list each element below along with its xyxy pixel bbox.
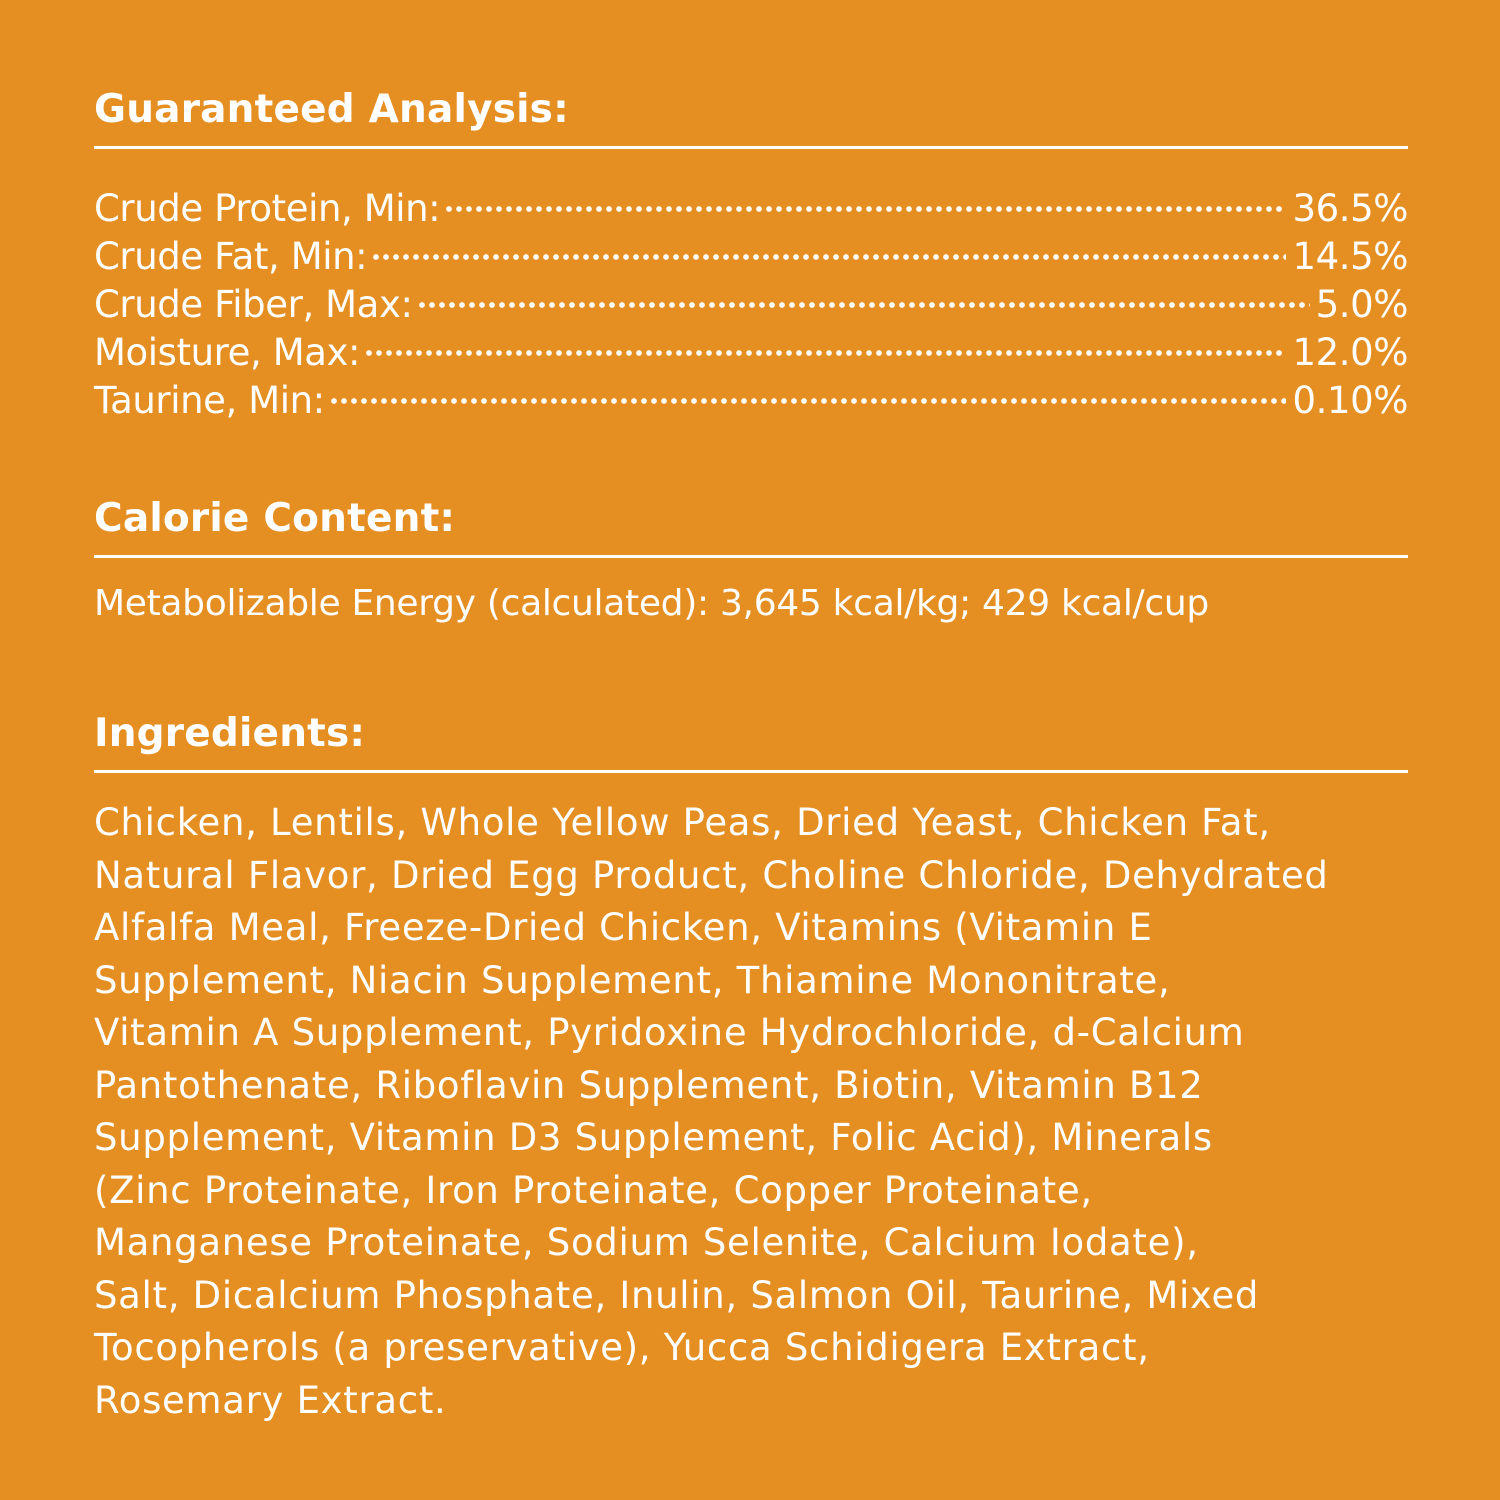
calorie-content-section — [94, 495, 1408, 628]
dot-leader — [373, 221, 1286, 269]
analysis-label: Crude Protein, Min: — [94, 187, 441, 230]
analysis-label: Crude Fiber, Max: — [94, 283, 413, 326]
dot-leader — [366, 317, 1286, 365]
guaranteed-analysis-divider — [94, 146, 1408, 149]
calorie-content-text: Metabolizable Energy (calculated): 3,645 kcal/kg; 429 kcal/cup — [94, 583, 1209, 624]
calorie-content-divider — [94, 555, 1408, 558]
analysis-label: Crude Fat, Min: — [94, 235, 368, 278]
analysis-value: 12.0% — [1292, 331, 1408, 374]
analysis-value: 5.0% — [1315, 283, 1408, 326]
guaranteed-analysis-list — [94, 173, 1408, 422]
analysis-row-crude-protein — [94, 173, 1408, 230]
analysis-value: 0.10% — [1292, 379, 1408, 422]
ingredients-heading: Ingredients: — [94, 711, 366, 756]
analysis-value: 36.5% — [1292, 187, 1408, 230]
analysis-label: Moisture, Max: — [94, 331, 361, 374]
dot-leader — [419, 269, 1310, 317]
ingredients-section — [94, 710, 1408, 1427]
guaranteed-analysis-heading: Guaranteed Analysis: — [94, 87, 569, 132]
analysis-value: 14.5% — [1292, 235, 1408, 278]
guaranteed-analysis-section — [94, 86, 1408, 422]
calorie-content-heading: Calorie Content: — [94, 496, 456, 541]
analysis-label: Taurine, Min: — [94, 379, 325, 422]
ingredients-divider — [94, 770, 1408, 773]
ingredients-text: Chicken, Lentils, Whole Yellow Peas, Dried Yeast, Chicken Fat, Natural Flavor, Dried Egg Product, Choline Chloride, Dehydrated Alfalfa Meal, Freeze-Dried Chicken, Vitamins (Vitamin E Supplement, Niacin Supplement, Thiamine Mononitrate, Vitamin A Supplement, Pyridoxine Hydrochloride, d-Calcium Pantothenate, Riboflavin Supplement, Biotin, Vitamin B12 Supplement, Vitamin D3 Supplement, Folic Acid), Minerals (Zinc Proteinate, Iron Proteinate, Copper Proteinate, Manganese Proteinate, Sodium Selenite, Calcium Iodate), Salt, Dicalcium Phosphate, Inulin, Salmon Oil, Taurine, Mixed Tocopherols (a preservative), Yucca Schidigera Extract, Rosemary Extract. — [94, 801, 1329, 1422]
dot-leader — [331, 365, 1287, 413]
dot-leader — [446, 173, 1286, 221]
